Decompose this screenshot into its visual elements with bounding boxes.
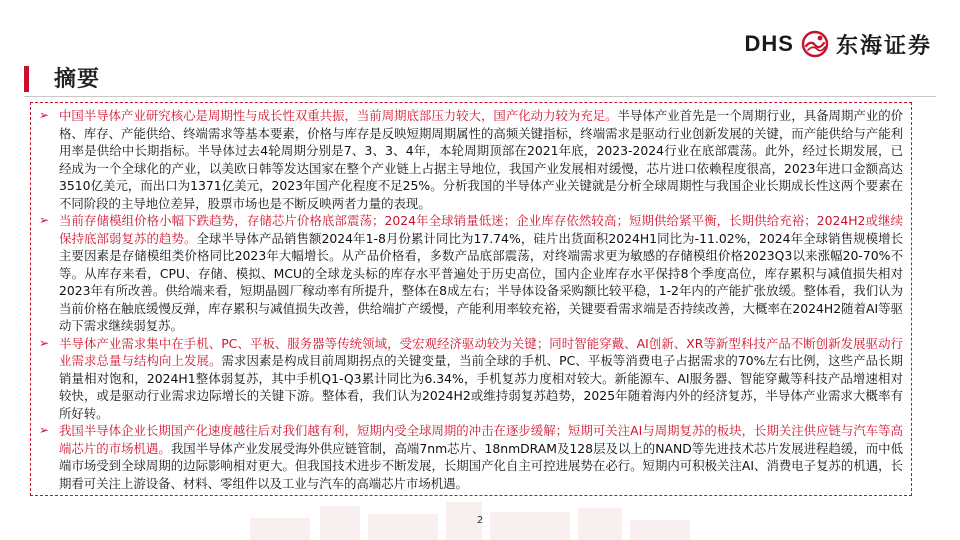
arrow-bullet-icon: ➢ <box>39 335 50 350</box>
summary-body: 我国半导体产业发展受海外供应链管制，高端7nm芯片、18nmDRAM及128层及以上的NAND等先进技术芯片发展进程趋缓，而中低端市场受到全球周期的边际影响相对更大。但我国技术进步不断发展，长期国产化自主可控进展势在必行。短期内可积极关注AI、消费电子复苏的机遇，长期看可关注上游设备、材料、零组件以及工业与汽车的高端芯片市场机遇。 <box>59 440 904 491</box>
summary-item-2 <box>37 212 903 335</box>
title-divider <box>24 96 936 97</box>
summary-highlight: 我国半导体企业长期国产化速度越往后对我们越有利，短期内受全球周期的冲击在逐步缓解；短期可关注AI与周期复苏的板块，长期关注供应链与汽车等高端芯片的市场机遇。 <box>59 423 903 456</box>
summary-highlight: 中国半导体产业研究核心是周期性与成长性双重共振，当前周期底部压力较大，国产化动力较为充足。 <box>59 108 618 123</box>
title-accent-bar <box>24 66 29 92</box>
arrow-bullet-icon: ➢ <box>39 213 50 227</box>
summary-item-1 <box>37 107 903 212</box>
summary-item-3 <box>37 335 903 423</box>
summary-paragraph <box>59 422 903 492</box>
brand-mark-icon <box>800 29 830 59</box>
brand-logo <box>745 26 932 62</box>
page-number: 2 <box>476 515 484 526</box>
summary-paragraph <box>59 335 903 423</box>
summary-paragraph <box>59 212 903 335</box>
page-title: 摘要 <box>54 67 101 92</box>
summary-body: 半导体产业首先是一个周期行业，具备周期产业的价格、库存、产能供给、终端需求等基本要素，价格与库存是反映短期周期属性的高频关键指标，终端需求是驱动行业创新发展的关键，而产能供给与产能利用率是供给中长期指标。半导体过去4轮周期分别是7、3、3、4年，本轮周期顶部在2021年底，2023-2024行业在底部震荡。此外，经过长期发展，已经成为一个全球化的产业，以美欧日韩等发达国家在整个产业链上占据主导地位，我国产业发展相对缓慢，芯片进口依赖程度很高，2023年进口金额高达3510亿美元，而出口为1371亿美元，2023年国产化程度不足25%。分析我国的半导体产业关键就是分析全球周期性与我国企业长期成长性这两个要素在不同阶段的主导地位差异，股票市场也是不断反映两者力量的表现。 <box>59 108 904 211</box>
summary-body: 全球半导体产品销售额2024年1-8月份累计同比为17.74%，硅片出货面积2024H1同比为-11.02%，2024年全球销售规模增长主要因素是存储模组类价格同比2023年大幅增长。从产品价格看，多数产品底部震荡，对终端需求更为敏感的存储模组价格2023Q3以来涨幅20-70%不等。从库存来看，CPU、存储、模拟、MCU的全球龙头标的库存水平普遍处于历史高位，国内企业库存水平保持8个季度高位，库存累积与减值损失相对2023年有所改善。供给端来看，短期晶圆厂稼动率有所提升，整体在8成左右；半导体设备采购额比较平稳，1-2年内的产能扩张放缓。整体看，我们认为当前价格在触底缓慢反弹，库存累积与减值损失改善，供给端扩产缓慢，产能利用率较充裕，关键要看需求端是否持续改善，大概率在2024H2随着AI等驱动下需求继续弱复苏。 <box>59 230 904 333</box>
arrow-bullet-icon: ➢ <box>39 423 50 437</box>
summary-paragraph <box>59 107 903 212</box>
summary-box <box>30 102 912 496</box>
brand-logo-chinese: 东海证券 <box>835 32 932 58</box>
brand-logo-latin: DHS <box>744 31 794 56</box>
arrow-bullet-icon: ➢ <box>39 108 50 122</box>
summary-highlight: 当前存储模组价格小幅下跌趋势，存储芯片价格底部震荡；2024年全球销量低迷；企业库存依然较高；短期供给紧平衡，长期供给充裕；2024H2或继续保持底部弱复苏的趋势。 <box>59 213 903 246</box>
summary-item-4 <box>37 422 903 492</box>
summary-highlight: 半导体产业需求集中在手机、PC、平板、服务器等传统领域，受宏观经济驱动较为关键；同时智能穿戴、AI创新、XR等新型科技产品不断创新发展驱动行业需求总量与结构向上发展。 <box>59 335 903 368</box>
summary-body: 需求因素是构成目前周期拐点的关键变量，当前全球的手机、PC、平板等消费电子占据需求的70%左右比例，这些产品长期销量相对饱和，2024H1整体弱复苏，其中手机Q1-Q3累计同比为6.34%，手机复苏力度相对较大。新能源车、AI服务器、智能穿戴等科技产品增速相对较快，或是驱动行业需求边际增长的关键下游。整体看，我们认为2024H2或维持弱复苏趋势，2025年随着海内外的经济复苏，半导体产业需求大概率有所好转。 <box>59 353 903 421</box>
